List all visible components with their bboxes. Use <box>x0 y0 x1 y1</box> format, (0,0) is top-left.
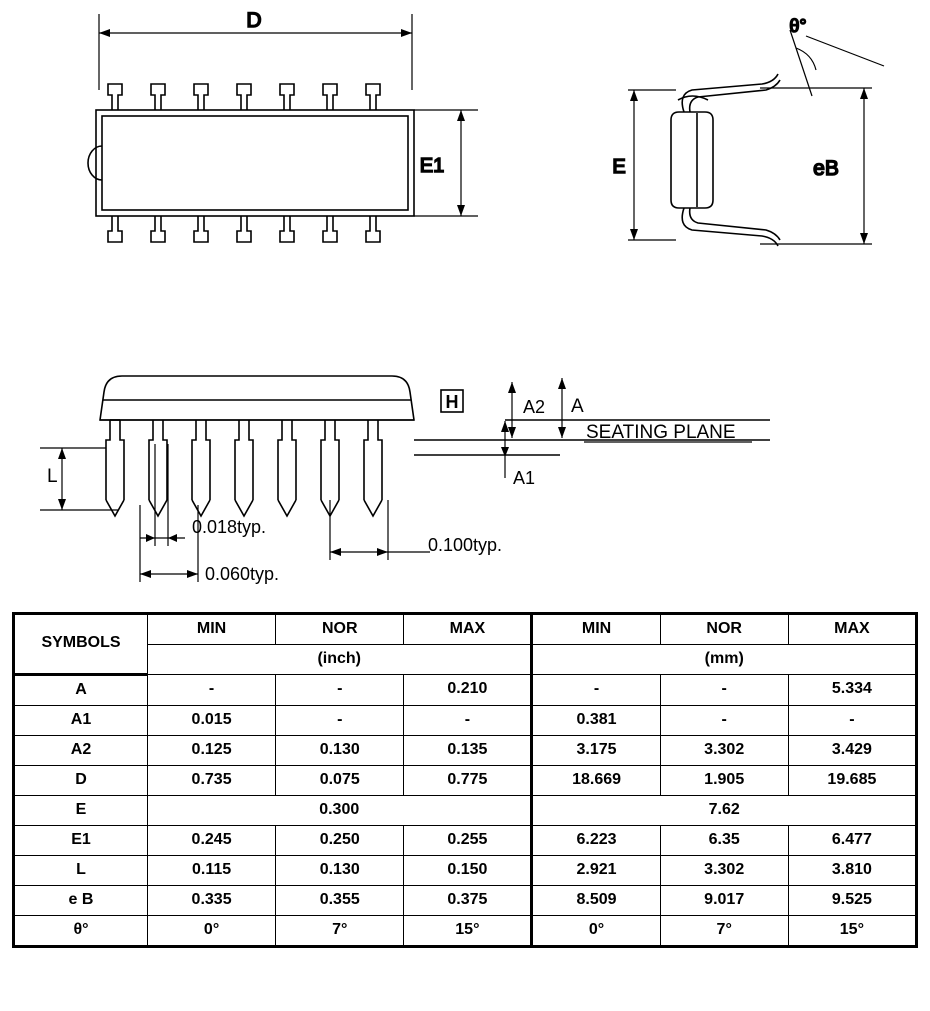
table-row <box>14 736 917 766</box>
dimension-table-container <box>12 612 918 948</box>
cell-mm-nominal: 7.62 <box>532 796 917 826</box>
header-nor-mm: NOR <box>660 614 788 645</box>
cell-mm-min: 3.175 <box>532 736 660 766</box>
cell-symbol: θ° <box>14 916 148 947</box>
cell-inch-max: 0.135 <box>404 736 532 766</box>
cell-mm-min: 6.223 <box>532 826 660 856</box>
cell-mm-min: 0° <box>532 916 660 947</box>
cell-mm-min: 0.381 <box>532 706 660 736</box>
dimension-a2 <box>508 382 516 438</box>
cell-mm-max: 5.334 <box>788 675 916 706</box>
cell-inch-min: 0.115 <box>148 856 276 886</box>
leads <box>106 420 382 516</box>
header-symbols: SYMBOLS <box>14 614 148 675</box>
front-view <box>40 376 770 582</box>
cell-inch-nor: 0.130 <box>276 856 404 886</box>
label-pitch-060: 0.060typ. <box>205 564 280 584</box>
cell-mm-nor: 1.905 <box>660 766 788 796</box>
cell-inch-nor: 0.130 <box>276 736 404 766</box>
end-view <box>612 16 884 246</box>
cell-mm-min: 8.509 <box>532 886 660 916</box>
label-seating-plane: SEATING PLANE <box>586 422 736 443</box>
cell-symbol: A2 <box>14 736 148 766</box>
label-theta: θ° <box>789 16 807 36</box>
cell-inch-max: - <box>404 706 532 736</box>
table-row <box>14 675 917 706</box>
dimension-e <box>628 90 676 240</box>
dimension-100 <box>330 500 430 560</box>
table-row <box>14 826 917 856</box>
cell-inch-max: 0.775 <box>404 766 532 796</box>
cell-inch-min: 0.735 <box>148 766 276 796</box>
cell-inch-min: 0.015 <box>148 706 276 736</box>
label-h-datum: H <box>445 392 459 412</box>
label-a: A <box>571 396 584 417</box>
cell-symbol: e B <box>14 886 148 916</box>
table-row <box>14 916 917 947</box>
cell-mm-max: 19.685 <box>788 766 916 796</box>
table-row <box>14 766 917 796</box>
cell-inch-max: 0.210 <box>404 675 532 706</box>
dimension-a1 <box>501 421 509 478</box>
cell-mm-max: 9.525 <box>788 886 916 916</box>
cell-inch-min: 0.125 <box>148 736 276 766</box>
cell-mm-nor: 7° <box>660 916 788 947</box>
table-row <box>14 706 917 736</box>
dimension-a <box>558 378 566 438</box>
header-unit-mm: (mm) <box>532 645 917 675</box>
cell-mm-min: 2.921 <box>532 856 660 886</box>
label-e1: E1 <box>419 155 445 177</box>
bottom-pins <box>108 216 380 242</box>
cell-inch-min: 0.335 <box>148 886 276 916</box>
cell-symbol: E <box>14 796 148 826</box>
label-e: E <box>612 156 626 178</box>
cell-mm-nor: - <box>660 675 788 706</box>
cell-mm-max: 15° <box>788 916 916 947</box>
cell-inch-nor: 0.250 <box>276 826 404 856</box>
cell-mm-min: - <box>532 675 660 706</box>
cell-inch-max: 15° <box>404 916 532 947</box>
dimension-060 <box>140 505 198 582</box>
cell-symbol: L <box>14 856 148 886</box>
table-row <box>14 886 917 916</box>
cell-mm-nor: 6.35 <box>660 826 788 856</box>
cell-inch-max: 0.255 <box>404 826 532 856</box>
table-row <box>14 796 917 826</box>
label-pitch-100: 0.100typ. <box>428 535 503 555</box>
table-header-row-1 <box>14 614 917 645</box>
header-max-inch: MAX <box>404 614 532 645</box>
cell-inch-nominal: 0.300 <box>148 796 532 826</box>
cell-symbol: A <box>14 675 148 706</box>
cell-mm-nor: 9.017 <box>660 886 788 916</box>
dimension-table <box>12 612 918 948</box>
table-header-row-2 <box>14 645 917 675</box>
header-nor-inch: NOR <box>276 614 404 645</box>
cell-inch-nor: 0.355 <box>276 886 404 916</box>
cell-inch-max: 0.375 <box>404 886 532 916</box>
cell-inch-min: 0° <box>148 916 276 947</box>
cell-mm-max: - <box>788 706 916 736</box>
cell-inch-min: 0.245 <box>148 826 276 856</box>
label-eb: eB <box>813 157 839 180</box>
cell-symbol: D <box>14 766 148 796</box>
cell-mm-max: 3.810 <box>788 856 916 886</box>
cell-mm-max: 3.429 <box>788 736 916 766</box>
cell-mm-nor: - <box>660 706 788 736</box>
label-a1: A1 <box>513 468 536 488</box>
cell-symbol: A1 <box>14 706 148 736</box>
header-max-mm: MAX <box>788 614 916 645</box>
table-row <box>14 856 917 886</box>
label-pitch-018: 0.018typ. <box>192 517 267 537</box>
cell-mm-nor: 3.302 <box>660 736 788 766</box>
top-pins <box>108 84 380 110</box>
header-min-mm: MIN <box>532 614 660 645</box>
cell-inch-nor: - <box>276 706 404 736</box>
cell-inch-nor: - <box>276 675 404 706</box>
cell-inch-nor: 0.075 <box>276 766 404 796</box>
angle-theta <box>790 30 884 96</box>
top-view <box>88 9 478 242</box>
header-unit-inch: (inch) <box>148 645 532 675</box>
dimension-018 <box>140 444 185 546</box>
header-min-inch: MIN <box>148 614 276 645</box>
cell-inch-min: - <box>148 675 276 706</box>
label-l: L <box>47 466 58 487</box>
cell-mm-max: 6.477 <box>788 826 916 856</box>
cell-inch-max: 0.150 <box>404 856 532 886</box>
cell-symbol: E1 <box>14 826 148 856</box>
label-d: D <box>246 9 262 32</box>
label-a2: A2 <box>523 397 546 417</box>
cell-mm-nor: 3.302 <box>660 856 788 886</box>
cell-inch-nor: 7° <box>276 916 404 947</box>
cell-mm-min: 18.669 <box>532 766 660 796</box>
